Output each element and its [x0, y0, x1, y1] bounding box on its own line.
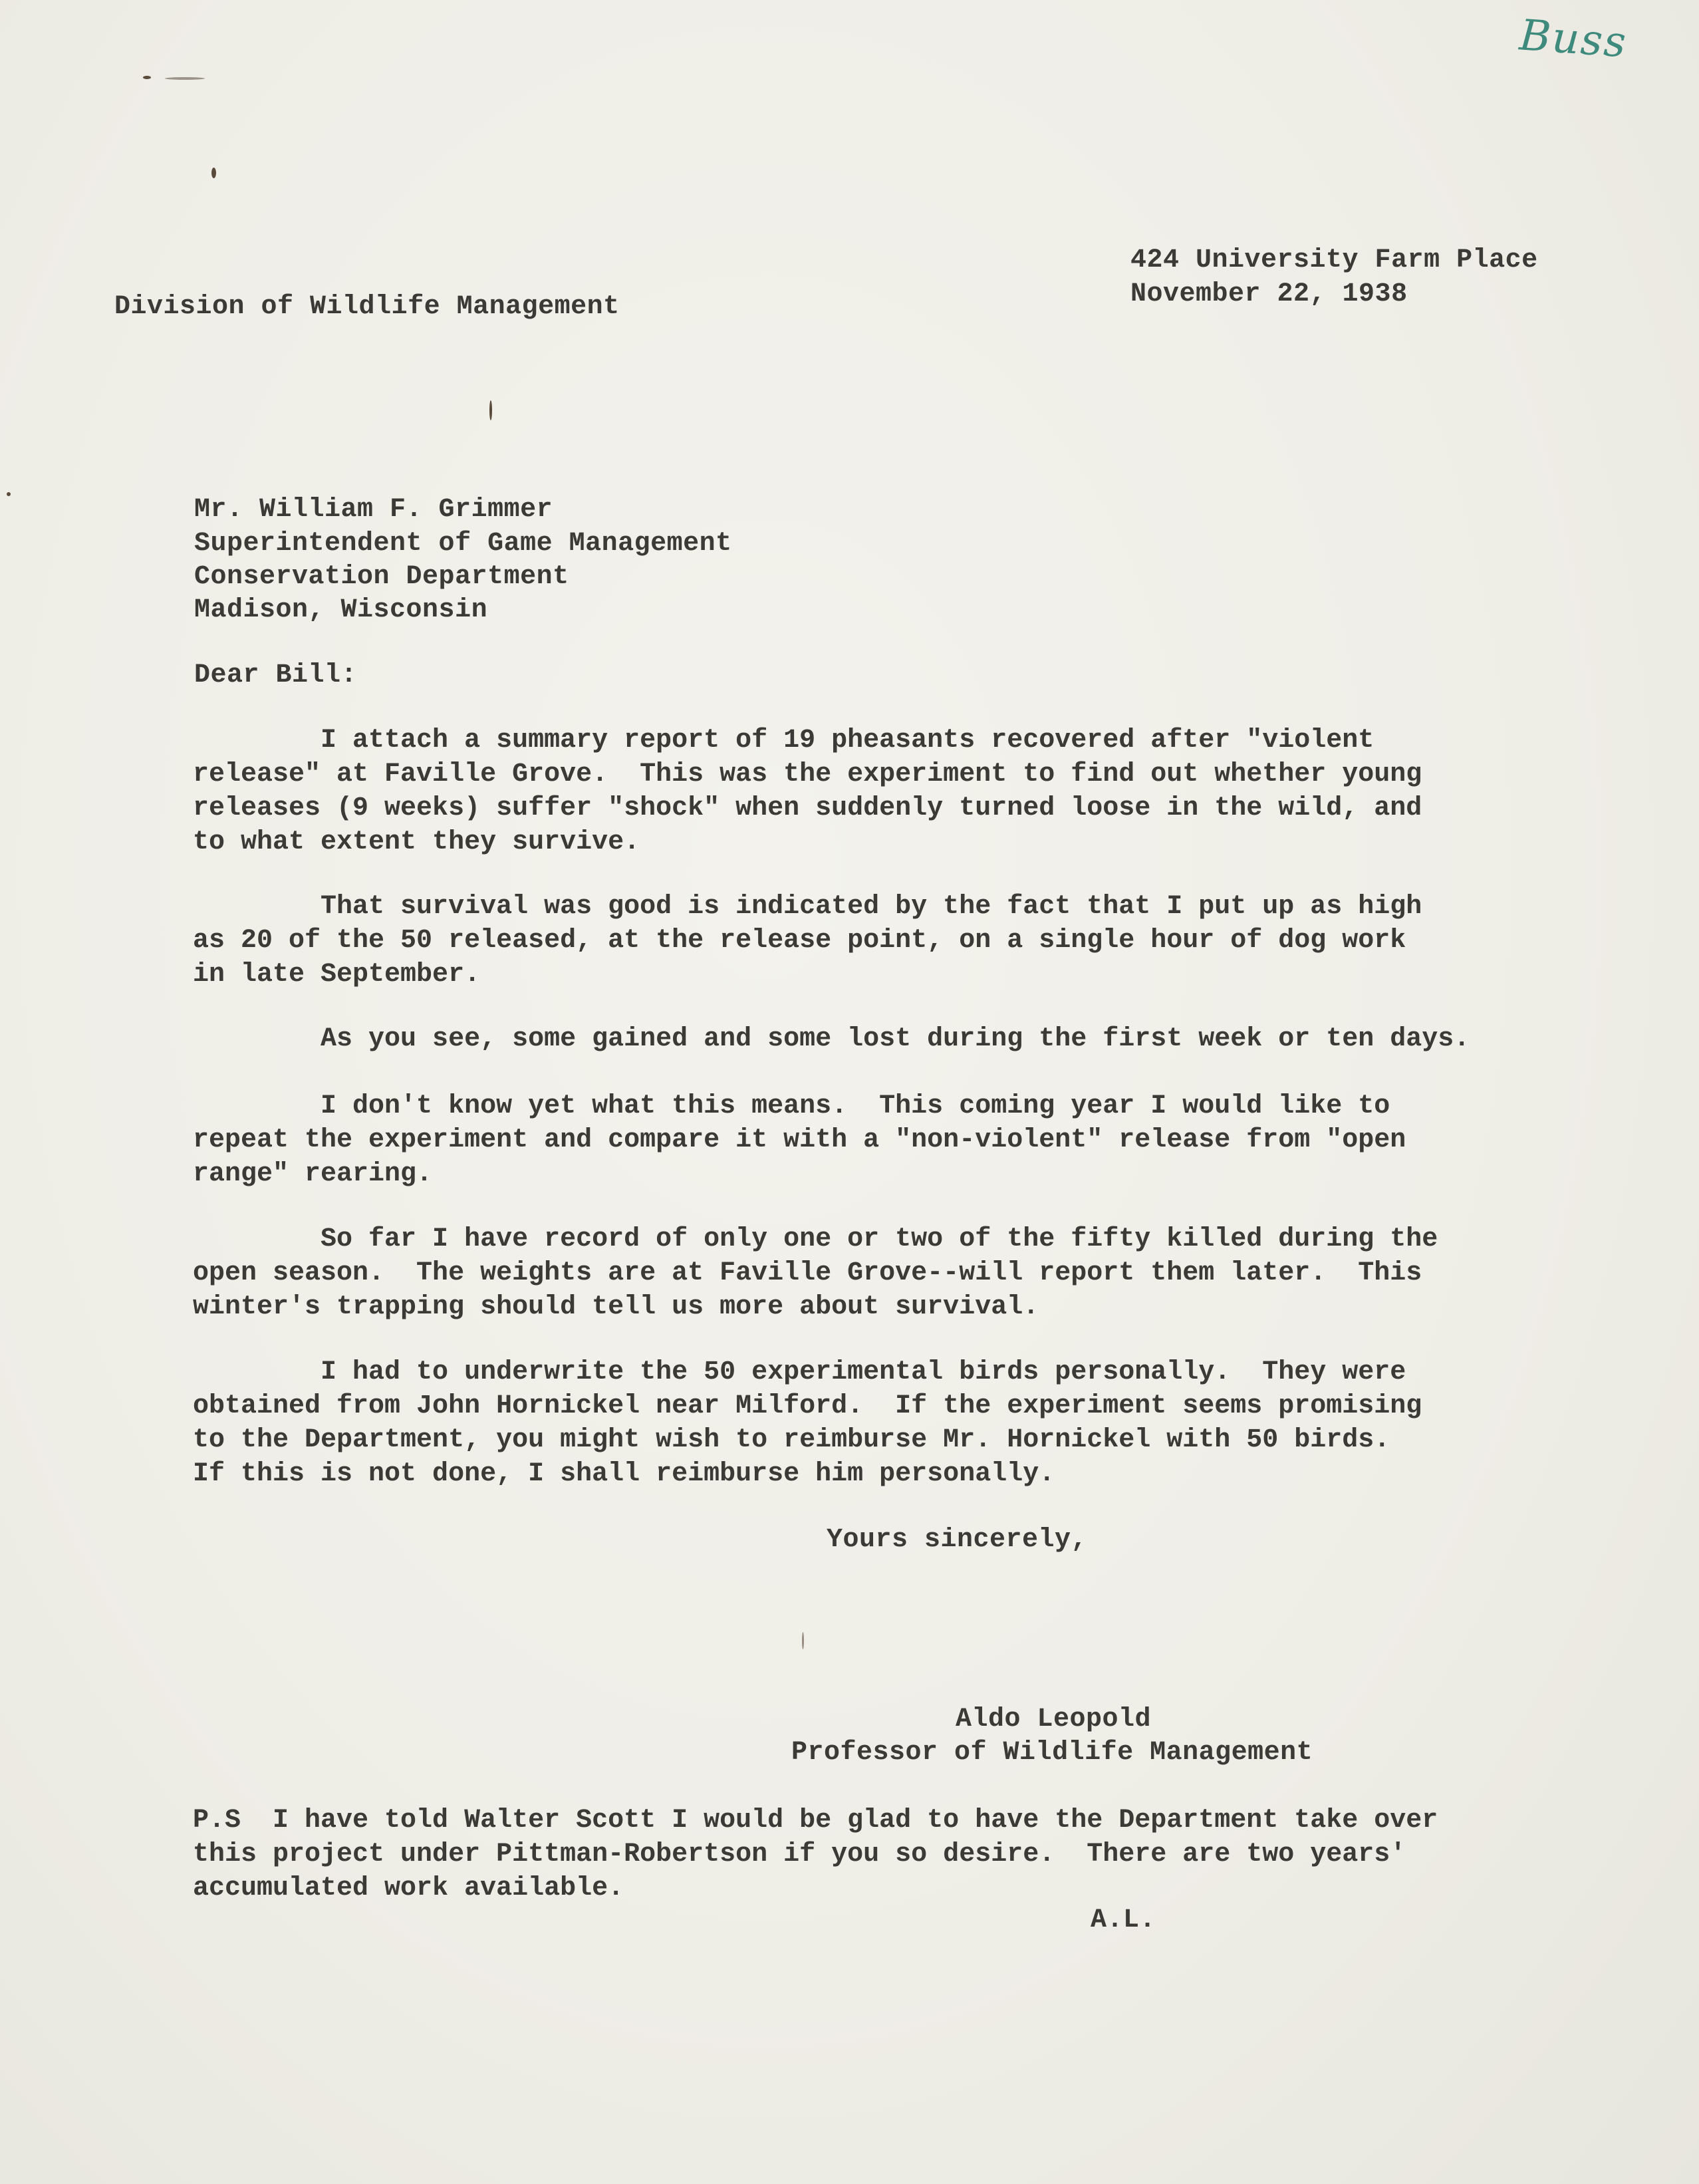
paper-speck — [211, 168, 216, 178]
paper-speck — [489, 400, 492, 420]
body-line: I attach a summary report of 19 pheasants recovered after "violent — [193, 726, 1374, 755]
closing: Yours sincerely, — [827, 1525, 1088, 1555]
body-line: That survival was good is indicated by the fact that I put up as high — [193, 892, 1422, 922]
body-line: If this is not done, I shall reimburse him personally. — [193, 1459, 1055, 1489]
paper-speck — [7, 492, 11, 496]
letter-date: November 22, 1938 — [1130, 279, 1408, 309]
body-line: as 20 of the 50 released, at the release point, on a single hour of dog work — [193, 926, 1406, 956]
signature-title: Professor of Wildlife Management — [791, 1738, 1313, 1768]
body-line: to the Department, you might wish to reimburse Mr. Hornickel with 50 birds. — [193, 1425, 1390, 1455]
body-line: So far I have record of only one or two of the fifty killed during the — [193, 1224, 1438, 1254]
postscript-line: P.S I have told Walter Scott I would be glad to have the Department take over — [193, 1806, 1438, 1836]
body-paragraph-1 — [193, 724, 1563, 859]
body-line: repeat the experiment and compare it with a "non-violent" release from "open — [193, 1125, 1406, 1155]
paper-speck — [802, 1632, 804, 1649]
salutation: Dear Bill: — [194, 660, 358, 690]
body-line: I don't know yet what this means. This coming year I would like to — [193, 1091, 1390, 1121]
body-paragraph-2 — [193, 890, 1563, 992]
body-line: release" at Faville Grove. This was the experiment to find out whether young — [193, 759, 1422, 789]
postscript — [193, 1804, 1563, 1905]
recipient-title: Superintendent of Game Management — [194, 529, 732, 559]
body-paragraph-4 — [193, 1089, 1563, 1191]
body-line: to what extent they survive. — [193, 827, 640, 857]
return-address-line: 424 University Farm Place — [1130, 245, 1538, 275]
postscript-line: accumulated work available. — [193, 1873, 624, 1903]
body-paragraph-5 — [193, 1222, 1563, 1324]
body-paragraph-3 — [193, 1022, 1563, 1056]
body-line: I had to underwrite the 50 experimental birds personally. They were — [193, 1357, 1406, 1387]
division-heading: Division of Wildlife Management — [114, 292, 620, 322]
body-line: releases (9 weeks) suffer "shock" when suddenly turned loose in the wild, and — [193, 793, 1422, 823]
body-line: in late September. — [193, 960, 481, 990]
recipient-city: Madison, Wisconsin — [194, 595, 488, 625]
recipient-department: Conservation Department — [194, 562, 569, 592]
paper-speck — [165, 77, 205, 80]
postscript-line: this project under Pittman-Robertson if you so desire. There are two years' — [193, 1840, 1406, 1869]
body-line: obtained from John Hornickel near Milford. If the experiment seems promising — [193, 1391, 1422, 1421]
recipient-name: Mr. William F. Grimmer — [194, 495, 553, 525]
body-paragraph-6 — [193, 1355, 1563, 1491]
body-line: winter's trapping should tell us more about survival. — [193, 1292, 1039, 1322]
body-line: range" rearing. — [193, 1159, 433, 1189]
signature-name: Aldo Leopold — [956, 1705, 1152, 1734]
handwritten-note: Buss — [1517, 11, 1629, 68]
initials: A.L. — [1091, 1905, 1156, 1935]
body-line: open season. The weights are at Faville Grove--will report them later. This — [193, 1258, 1422, 1288]
paper-speck — [143, 76, 151, 79]
body-line: As you see, some gained and some lost during the first week or ten days. — [193, 1024, 1470, 1054]
